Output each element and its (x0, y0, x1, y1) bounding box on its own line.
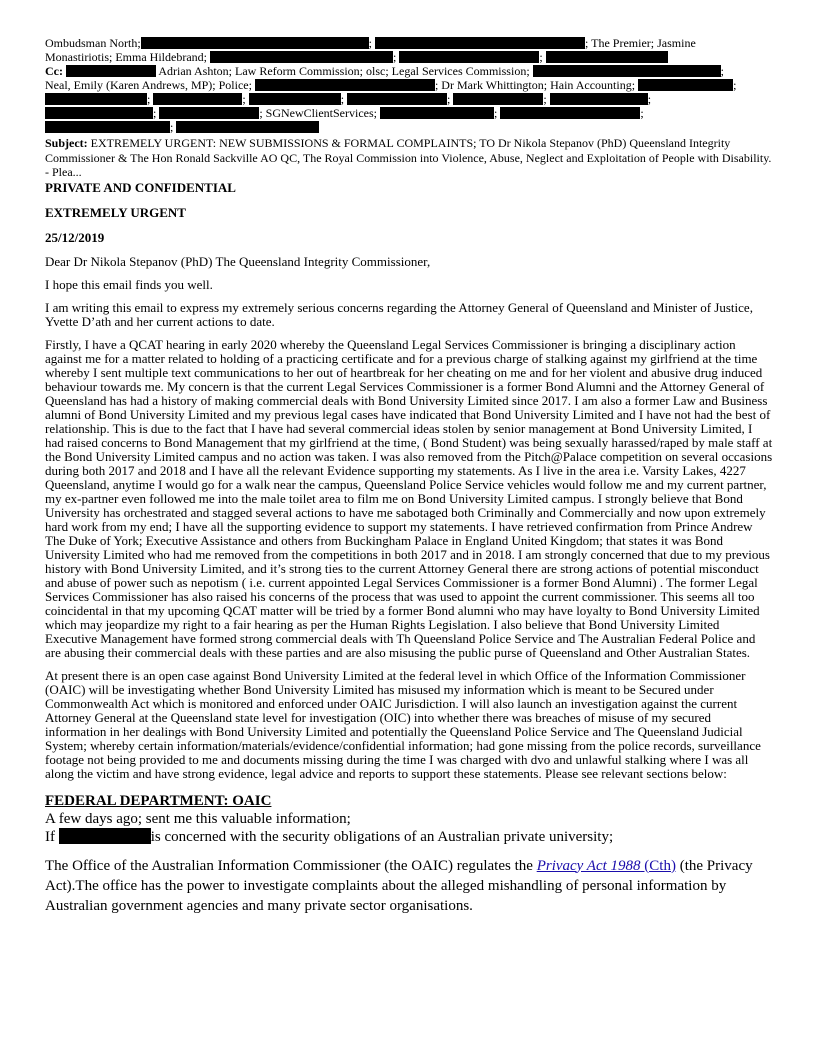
redaction-box (59, 828, 151, 844)
redaction-box (141, 37, 369, 49)
paragraph-oaic: The Office of the Australian Information Commissioner (the OAIC) regulates the Privacy Act 1988 (Cth) (the Privacy Act).The office has the power to investigate complaints about the alleged mishandling of personal information by Australian government agencies and many private sector organisations. (45, 857, 753, 914)
redaction-box (347, 93, 447, 105)
email-subject: Subject: EXTREMELY URGENT: NEW SUBMISSIONS & FORMAL COMPLAINTS; TO Dr Nikola Stepanov (PhD) Queensland Integrity Commissioner & The Hon Ronald Sackville AO QC, The Royal Commission into Violence, Abuse, Neglect and Exploitation of People with Disability. - Plea... (45, 136, 772, 179)
redaction-box (45, 107, 153, 119)
redaction-box (159, 107, 259, 119)
letter-date: 25/12/2019 (45, 229, 105, 245)
redaction-box (453, 93, 543, 105)
recipients-to: Ombudsman North; ; ; The Premier; Jasmine Monastiriotis; Emma Hildebrand; ; ; (45, 36, 696, 64)
paragraph-firstly: Firstly, I have a QCAT hearing in early 2020 whereby the Queensland Legal Services Commissioner is bringing a disciplinary action against me for a matter related to holding of a practicing certificate and for a previous charge of stalking against my girlfriend at the time whereby I sent multiple text communications to her out of heartbreak for her cheating on me and for her violent and abusive drug induced behaviour towards me. My concern is that the current Legal Services Commissioner is a former Bond Alumni and the Attorney General of Queensland has had a history of making commercial deals with Bond University Limited since 2017. I am also a former Law and Business alumni of Bond University Limited and my previous legal cases have indicated that Bond University Limited and I have not had the best of relationship. This is due to the fact that I have had several commercial ideas stolen by senior management at Bond University Limited, I had raised concerns to Bond Management that my girlfriend at the time, ( Bond Student) was being sexually harassed/raped by male staff at the Bond University Limited campus and no action was taken. I was also removed from the Pitch@Palace competition on several occasions during both 2017 and 2018 and I have all the relevant Evidence supporting my statements. As I live in the area i.e. Varsity Lakes, 4227 Queensland, anytime I would go for a walk near the campus, Queensland Police Service vehicles would follow me and my current partner, my ex-partner even followed me into the male toilet area to film me on Bond University Limited campus. I strongly believe that Bond University has orchestrated and stagged several actions to have me sabotaged both Criminally and Commercially and now upon extremely hard work from my end; I have all the supporting evidence to support my statements. I have retrieved confirmation from Prince Andrew The Duke of York; Executive Assistance and others from Buckingham Palace in England United Kingdom; that states it was Bond University Limited who had me removed from the competitions in both 2017 and in 2018. I am strongly concerned that due to my previous history with Bond University Limited, and it’s strong ties to the current Attorney General there are strong actions of potential misconduct and abuse of power such as nepotism ( i.e. current appointed Legal Services Commissioner is a former Bond Alumni) . The former Legal Services Commissioner has also raised his concerns of the process that was used to appoint the current commissioner. This seems all too coincidental in that my upcoming QCAT matter will be tried by a former Bond alumni who may have loyalty to Bond University Limited which may jeopardize my right to a fair hearing as per the Human Rights Legislation. I also believe that Bond University Limited Executive Management have formed strong commercial deals with Th Queensland Police Service and The Australian Federal Police and are abusing their commercial deals with these parties and are also misusing the public purse of Queensland and Other Australian States. (45, 336, 773, 660)
redaction-box (380, 107, 494, 119)
redaction-box (210, 51, 393, 63)
section-title-oaic: FEDERAL DEPARTMENT: OAIC (45, 792, 272, 809)
redaction-box (45, 121, 170, 133)
redaction-box (66, 65, 156, 77)
redaction-box (399, 51, 539, 63)
redaction-box (533, 65, 721, 77)
redaction-box (176, 121, 319, 133)
redaction-box (375, 37, 585, 49)
recipients-cc: Cc: Adrian Ashton; Law Reform Commission; olsc; Legal Services Commission; ; Neal, Emily (Karen Andrews, MP); Police; ; Dr Mark Whittington; Hain Accounting; ; ; ; ; ; ; ; ; ; SGNewClientServices; ; ; ; (45, 64, 737, 134)
paragraph-greeting: I hope this email finds you well. (45, 276, 213, 292)
paragraph-purpose: I am writing this email to express my extremely serious concerns regarding the Attorney General of Queensland and Minister of Justice, Yvette D’ath and her current actions to date. (45, 299, 753, 329)
privacy-act-link[interactable]: Privacy Act 1988 (Cth) (536, 857, 676, 874)
redaction-box (45, 93, 147, 105)
redaction-box (550, 93, 648, 105)
redaction-box (546, 51, 668, 63)
redaction-box (638, 79, 733, 91)
redaction-box (500, 107, 640, 119)
heading-urgent: EXTREMELY URGENT (45, 204, 186, 220)
paragraph-present: At present there is an open case against Bond University Limited at the federal level in which Office of the Information Commissioner (OAIC) will be investigating whether Bond University Limited has misused my information which is meant to be Secured under Commonwealth Act which is monitored and enforced under OAIC Jurisdiction. I will also launch an investigation against the current Attorney General at the Queensland state level for investigation (OIC) into whether there was breaches of misuse of my secured information in her dealings with Bond University Limited and potentially the Queensland Police Service and The Queensland Judicial System; whereby certain information/materials/evidence/confidential information; had gone missing from the police records, surveillance footage not being provided to me and documents missing during the time I was charged with dvo and unlawful stalking where I was all along the victim and have strong evidence, legal advice and reports to support these statements. Please see relevant sections below: (45, 667, 761, 781)
forwarded-note: A few days ago; sent me this valuable information; If is concerned with the security obligations of an Australian private university; (45, 810, 614, 845)
heading-private: PRIVATE AND CONFIDENTIAL (45, 179, 236, 195)
email-document (45, 36, 773, 916)
redaction-box (249, 93, 341, 105)
salutation: Dear Dr Nikola Stepanov (PhD) The Queensland Integrity Commissioner, (45, 253, 431, 269)
redaction-box (153, 93, 242, 105)
redaction-box (255, 79, 435, 91)
